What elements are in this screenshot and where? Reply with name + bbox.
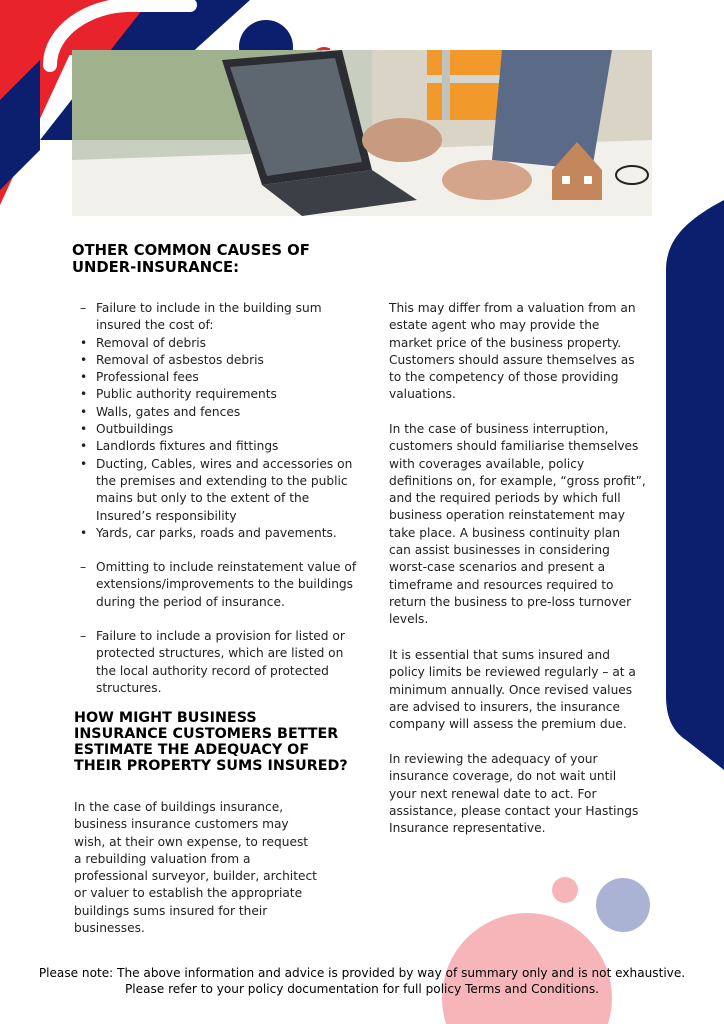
text-line: estate agent who may provide the [389, 318, 600, 333]
text-line: with coverages available, policy [389, 456, 585, 471]
list-item [74, 456, 374, 525]
text-line: a rebuilding valuation from a [74, 851, 251, 866]
list-item-text: Landlords fixtures and fittings [96, 439, 279, 454]
text-line: company will assess the premium due. [389, 717, 627, 732]
text-line: business insurance customers may [74, 817, 289, 832]
text-line: customers should familiarise themselves [389, 439, 639, 454]
list-item-text: Removal of asbestos debris [96, 352, 264, 367]
bullet-marker: • [80, 456, 88, 471]
list-item [74, 525, 374, 542]
bullet-marker: • [80, 422, 88, 437]
hero-photo [72, 50, 652, 216]
list-item-text: Outbuildings [96, 422, 174, 437]
list-item-text: Public authority requirements [96, 387, 277, 402]
bullet-marker: • [80, 370, 88, 385]
list-item [74, 438, 374, 455]
list-item-text: Insured’s responsibility [96, 508, 237, 523]
dash-marker: – [80, 629, 87, 644]
list-item [74, 559, 374, 611]
text-line: policy limits be reviewed regularly – at a [389, 665, 636, 680]
text-line: levels. [389, 612, 429, 627]
business-interruption-paragraph [389, 421, 659, 629]
list-item-text: Walls, gates and fences [96, 404, 241, 419]
text-line: In the case of business interruption, [389, 422, 609, 436]
list-item-text: Failure to include a provision for listed or [96, 629, 345, 644]
text-line: and the required periods by which full [389, 491, 621, 506]
text-line: to the competency of those providing [389, 370, 619, 385]
text-line: market price of the business property. [389, 335, 622, 350]
heading-line: THEIR PROPERTY SUMS INSURED? [74, 758, 348, 774]
text-line: buildings sums insured for their [74, 903, 268, 918]
list-item-text: structures. [96, 680, 162, 695]
text-line: can assist businesses in considering [389, 543, 610, 558]
bullet-marker: • [80, 525, 88, 540]
list-item [74, 404, 374, 421]
text-line: wish, at their own expense, to request [74, 834, 309, 849]
text-line: your next renewal date to act. For [389, 786, 597, 801]
lavender-circle [596, 878, 650, 932]
text-line: It is essential that sums insured and [389, 648, 610, 662]
text-line: definitions on, for example, “gross profit”, [389, 473, 646, 488]
list-item [74, 386, 374, 403]
list-item-text: mains but only to the extent of the [96, 491, 310, 506]
bullet-marker: • [80, 404, 88, 419]
text-line: insurance coverage, do not wait until [389, 769, 617, 784]
list-item [74, 421, 374, 438]
text-line: worst-case scenarios and present a [389, 560, 606, 575]
list-item [74, 628, 374, 697]
list-item-text: Omitting to include reinstatement value of [96, 560, 357, 575]
list-item-text: the local authority record of protected [96, 663, 329, 678]
dash-marker: – [80, 301, 87, 315]
list-item [74, 300, 374, 335]
pink-small-circle [552, 877, 578, 903]
footer-line: Please note: The above information and advice is provided by way of summary only and is not exhaustive. [38, 966, 686, 980]
section-heading-causes [72, 243, 310, 277]
text-line: This may differ from a valuation from an [389, 301, 636, 315]
text-line: minimum annually. Once revised values [389, 682, 633, 697]
heading-line: HOW MIGHT BUSINESS [74, 710, 257, 726]
list-item-text: extensions/improvements to the buildings [96, 577, 354, 592]
buildings-insurance-paragraph [74, 799, 374, 937]
heading-line: ESTIMATE THE ADEQUACY OF [74, 742, 310, 758]
list-item [74, 335, 374, 352]
list-item-text: protected structures, which are listed on [96, 646, 344, 661]
list-item-text: insured the cost of: [96, 318, 214, 333]
list-item-text: the premises and extending to the public [96, 473, 348, 488]
list-item-text: Ducting, Cables, wires and accessories on [96, 456, 353, 471]
text-line: business operation reinstatement may [389, 508, 625, 523]
text-line: are advised to insurers, the insurance [389, 699, 620, 714]
list-item-text: Failure to include in the building sum [96, 301, 322, 315]
text-line: Insurance representative. [389, 821, 546, 836]
footer-line: Please refer to your policy documentation for full policy Terms and Conditions. [125, 982, 599, 996]
bullet-marker: • [80, 387, 88, 402]
section-heading-estimate [74, 710, 348, 774]
heading-line: UNDER-INSURANCE: [72, 258, 239, 276]
list-item-text: Professional fees [96, 370, 199, 385]
list-item [74, 352, 374, 369]
text-line: take place. A business continuity plan [389, 525, 621, 540]
contact-paragraph [389, 751, 659, 837]
bottom-circles-decoration [440, 870, 724, 1024]
heading-line: INSURANCE CUSTOMERS BETTER [74, 726, 339, 742]
list-item [74, 369, 374, 386]
valuation-paragraph [389, 300, 659, 404]
list-item-text: during the period of insurance. [96, 594, 285, 609]
list-item-text: Yards, car parks, roads and pavements. [96, 525, 337, 540]
laptop-icon [72, 50, 652, 216]
heading-line: OTHER COMMON CAUSES OF [72, 242, 310, 259]
review-sums-paragraph [389, 647, 659, 733]
right-navy-shape [666, 200, 724, 770]
causes-list [74, 300, 374, 697]
text-line: return the business to pre-loss turnover [389, 594, 632, 609]
text-line: Customers should assure themselves as [389, 352, 635, 367]
dash-marker: – [80, 560, 87, 575]
list-item-text: Removal of debris [96, 335, 207, 350]
bullet-marker: • [80, 439, 88, 454]
footer-disclaimer [20, 965, 704, 997]
text-line: or valuer to establish the appropriate [74, 886, 303, 901]
bullet-marker: • [80, 352, 88, 367]
text-line: professional surveyor, builder, architect [74, 869, 317, 884]
bullet-marker: • [80, 335, 88, 350]
text-line: assistance, please contact your Hastings [389, 803, 639, 818]
text-line: In reviewing the adequacy of your [389, 752, 598, 766]
text-line: In the case of buildings insurance, [74, 800, 284, 814]
text-line: businesses. [74, 921, 145, 936]
text-line: timeframe and resources required to [389, 577, 614, 592]
text-line: valuations. [389, 387, 456, 402]
